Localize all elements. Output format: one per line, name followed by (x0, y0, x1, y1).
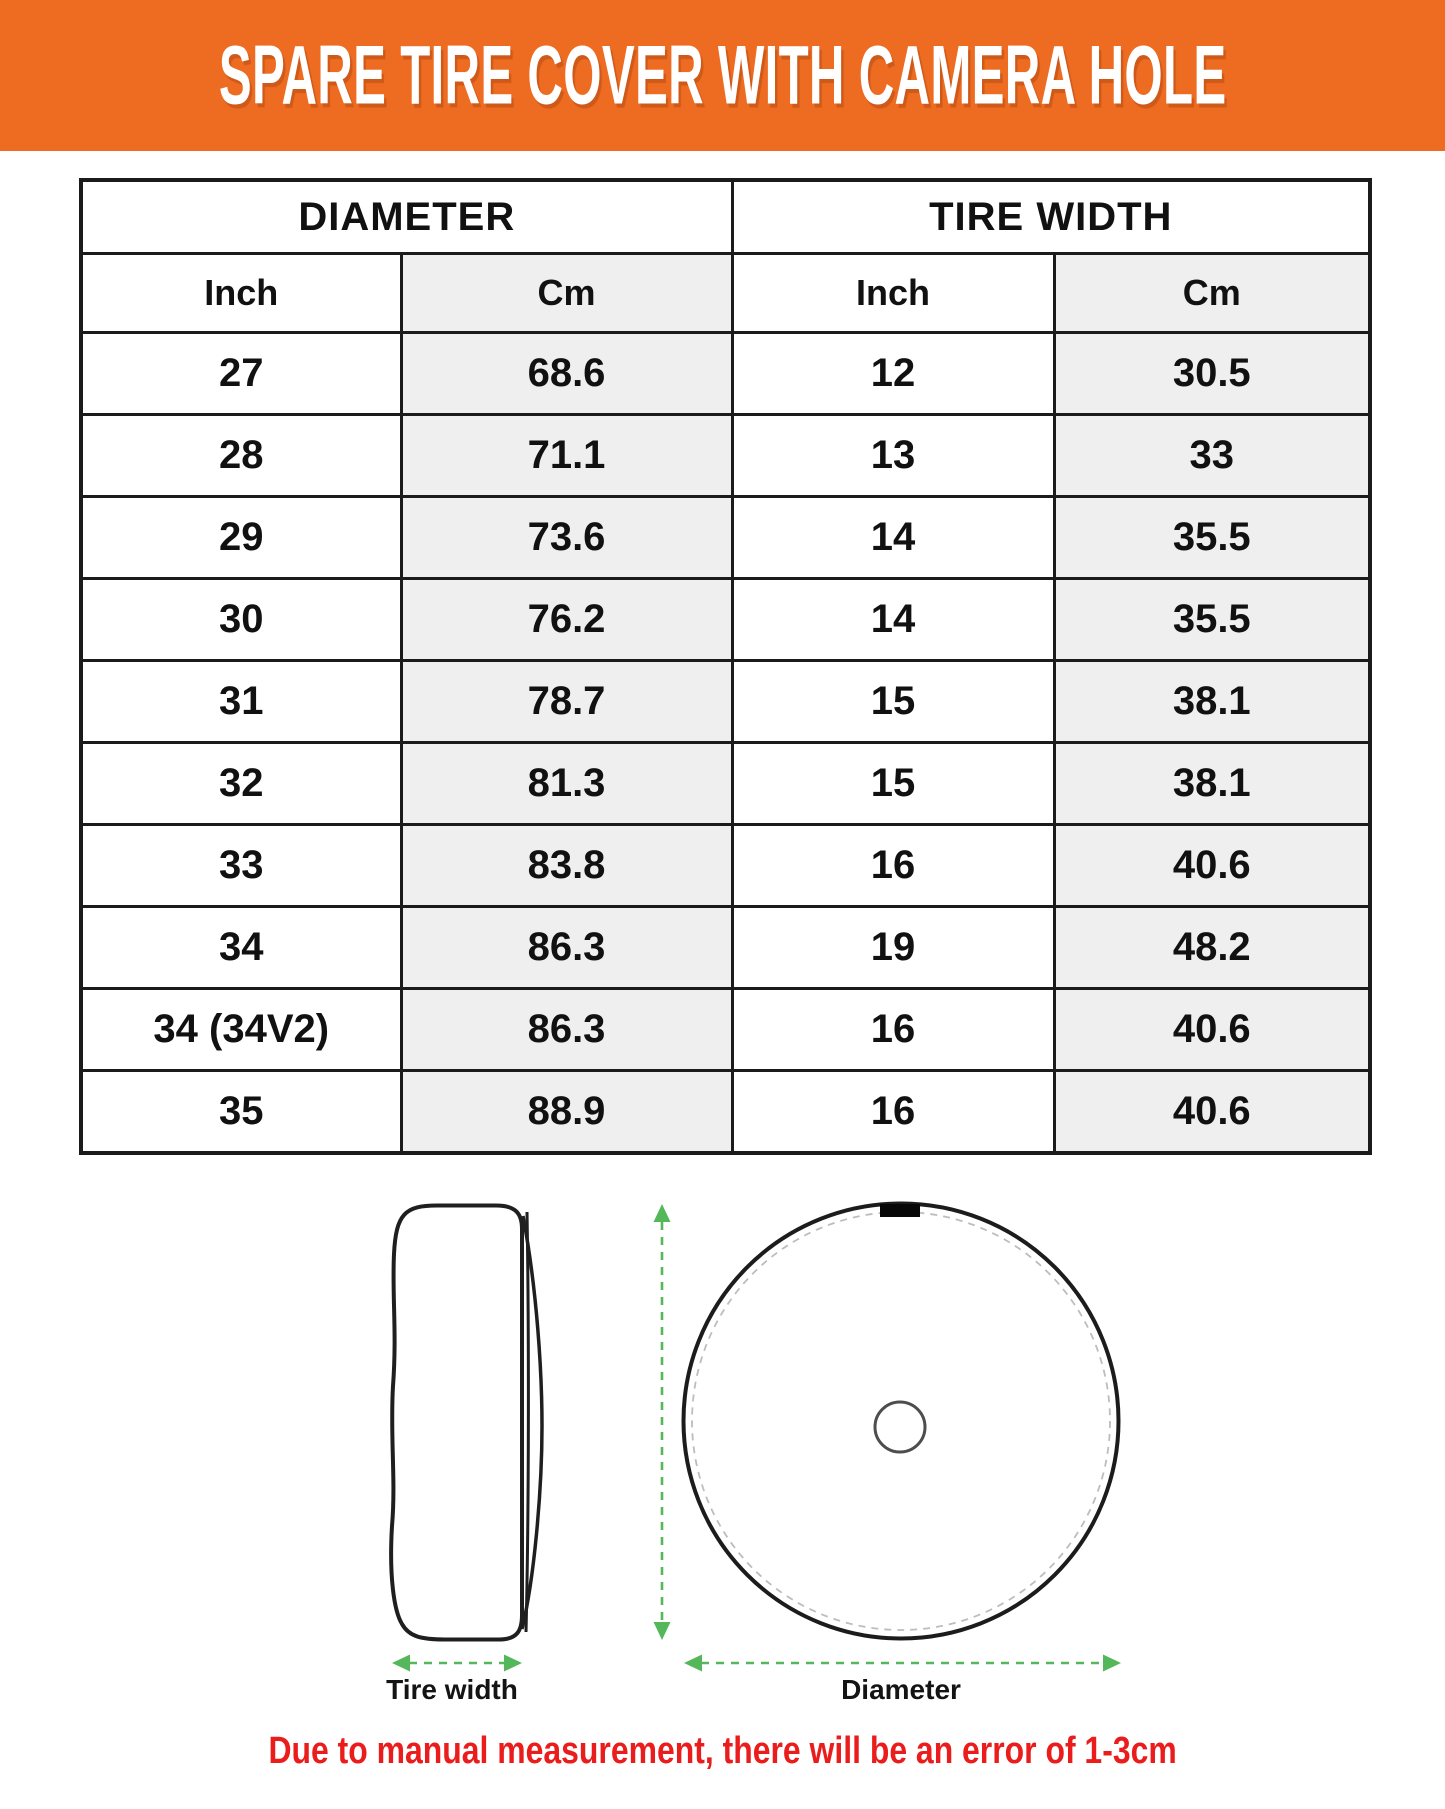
cell-diameter-cm: 76.2 (401, 579, 732, 661)
banner (0, 0, 1445, 151)
diameter-section-header: DIAMETER (81, 180, 732, 254)
cell-diameter-inch: 35 (81, 1071, 401, 1154)
unit-header-row (81, 254, 1370, 333)
cell-diameter-inch: 31 (81, 661, 401, 743)
table-row (81, 497, 1370, 579)
cell-diameter-cm: 88.9 (401, 1071, 732, 1154)
measurement-note-text: Due to manual measurement, there will be an error of 1-3cm (268, 1730, 1177, 1772)
tire-diagram (0, 1180, 1445, 1809)
cell-diameter-inch: 32 (81, 743, 401, 825)
cell-diameter-inch: 27 (81, 333, 401, 415)
cell-width-inch: 16 (732, 1071, 1054, 1154)
cell-width-inch: 15 (732, 743, 1054, 825)
table-row (81, 579, 1370, 661)
cell-width-inch: 16 (732, 989, 1054, 1071)
tire-side-view (391, 1206, 542, 1640)
cell-diameter-cm: 71.1 (401, 415, 732, 497)
cell-width-cm: 38.1 (1054, 743, 1370, 825)
cell-width-cm: 40.6 (1054, 1071, 1370, 1154)
cell-diameter-inch: 30 (81, 579, 401, 661)
camera-hole-notch (880, 1204, 920, 1217)
cell-width-cm: 38.1 (1054, 661, 1370, 743)
size-table (79, 178, 1372, 1155)
table-row (81, 743, 1370, 825)
cell-diameter-inch: 34 (81, 907, 401, 989)
size-table-wrapper (79, 178, 1372, 1155)
cell-diameter-cm: 68.6 (401, 333, 732, 415)
table-row (81, 825, 1370, 907)
table-row (81, 415, 1370, 497)
page-title: SPARE TIRE COVER WITH CAMERA HOLE (218, 28, 1227, 122)
cell-diameter-cm: 81.3 (401, 743, 732, 825)
table-row (81, 333, 1370, 415)
section-header-row (81, 180, 1370, 254)
cell-diameter-cm: 86.3 (401, 989, 732, 1071)
tire-width-inch-header: Inch (732, 254, 1054, 333)
diameter-vertical-arrow (654, 1204, 671, 1640)
cell-width-inch: 16 (732, 825, 1054, 907)
tire-width-cm-header: Cm (1054, 254, 1370, 333)
table-row (81, 1071, 1370, 1154)
cell-diameter-cm: 86.3 (401, 907, 732, 989)
table-row (81, 907, 1370, 989)
tire-width-label: Tire width (386, 1674, 518, 1705)
cell-width-inch: 15 (732, 661, 1054, 743)
table-row (81, 661, 1370, 743)
diameter-label: Diameter (841, 1674, 961, 1705)
cell-width-inch: 13 (732, 415, 1054, 497)
cell-width-inch: 14 (732, 497, 1054, 579)
tire-front-view (684, 1204, 1119, 1639)
cell-width-inch: 12 (732, 333, 1054, 415)
cell-diameter-cm: 73.6 (401, 497, 732, 579)
center-camera-hole (875, 1402, 925, 1452)
tire-width-arrow (392, 1655, 522, 1672)
tire-width-section-header: TIRE WIDTH (732, 180, 1370, 254)
tire-diagram-svg (0, 1180, 1445, 1809)
cell-diameter-inch: 33 (81, 825, 401, 907)
diameter-horizontal-arrow (684, 1655, 1121, 1672)
diameter-cm-header: Cm (401, 254, 732, 333)
cell-width-cm: 33 (1054, 415, 1370, 497)
cell-diameter-inch: 34 (34V2) (81, 989, 401, 1071)
cell-width-inch: 14 (732, 579, 1054, 661)
cell-diameter-inch: 29 (81, 497, 401, 579)
cell-width-cm: 30.5 (1054, 333, 1370, 415)
cell-diameter-cm: 78.7 (401, 661, 732, 743)
cell-diameter-inch: 28 (81, 415, 401, 497)
cell-width-cm: 40.6 (1054, 989, 1370, 1071)
cell-width-cm: 48.2 (1054, 907, 1370, 989)
measurement-note (0, 1730, 1445, 1773)
diameter-inch-header: Inch (81, 254, 401, 333)
table-row (81, 989, 1370, 1071)
cell-width-inch: 19 (732, 907, 1054, 989)
cell-diameter-cm: 83.8 (401, 825, 732, 907)
cell-width-cm: 40.6 (1054, 825, 1370, 907)
cell-width-cm: 35.5 (1054, 579, 1370, 661)
cell-width-cm: 35.5 (1054, 497, 1370, 579)
